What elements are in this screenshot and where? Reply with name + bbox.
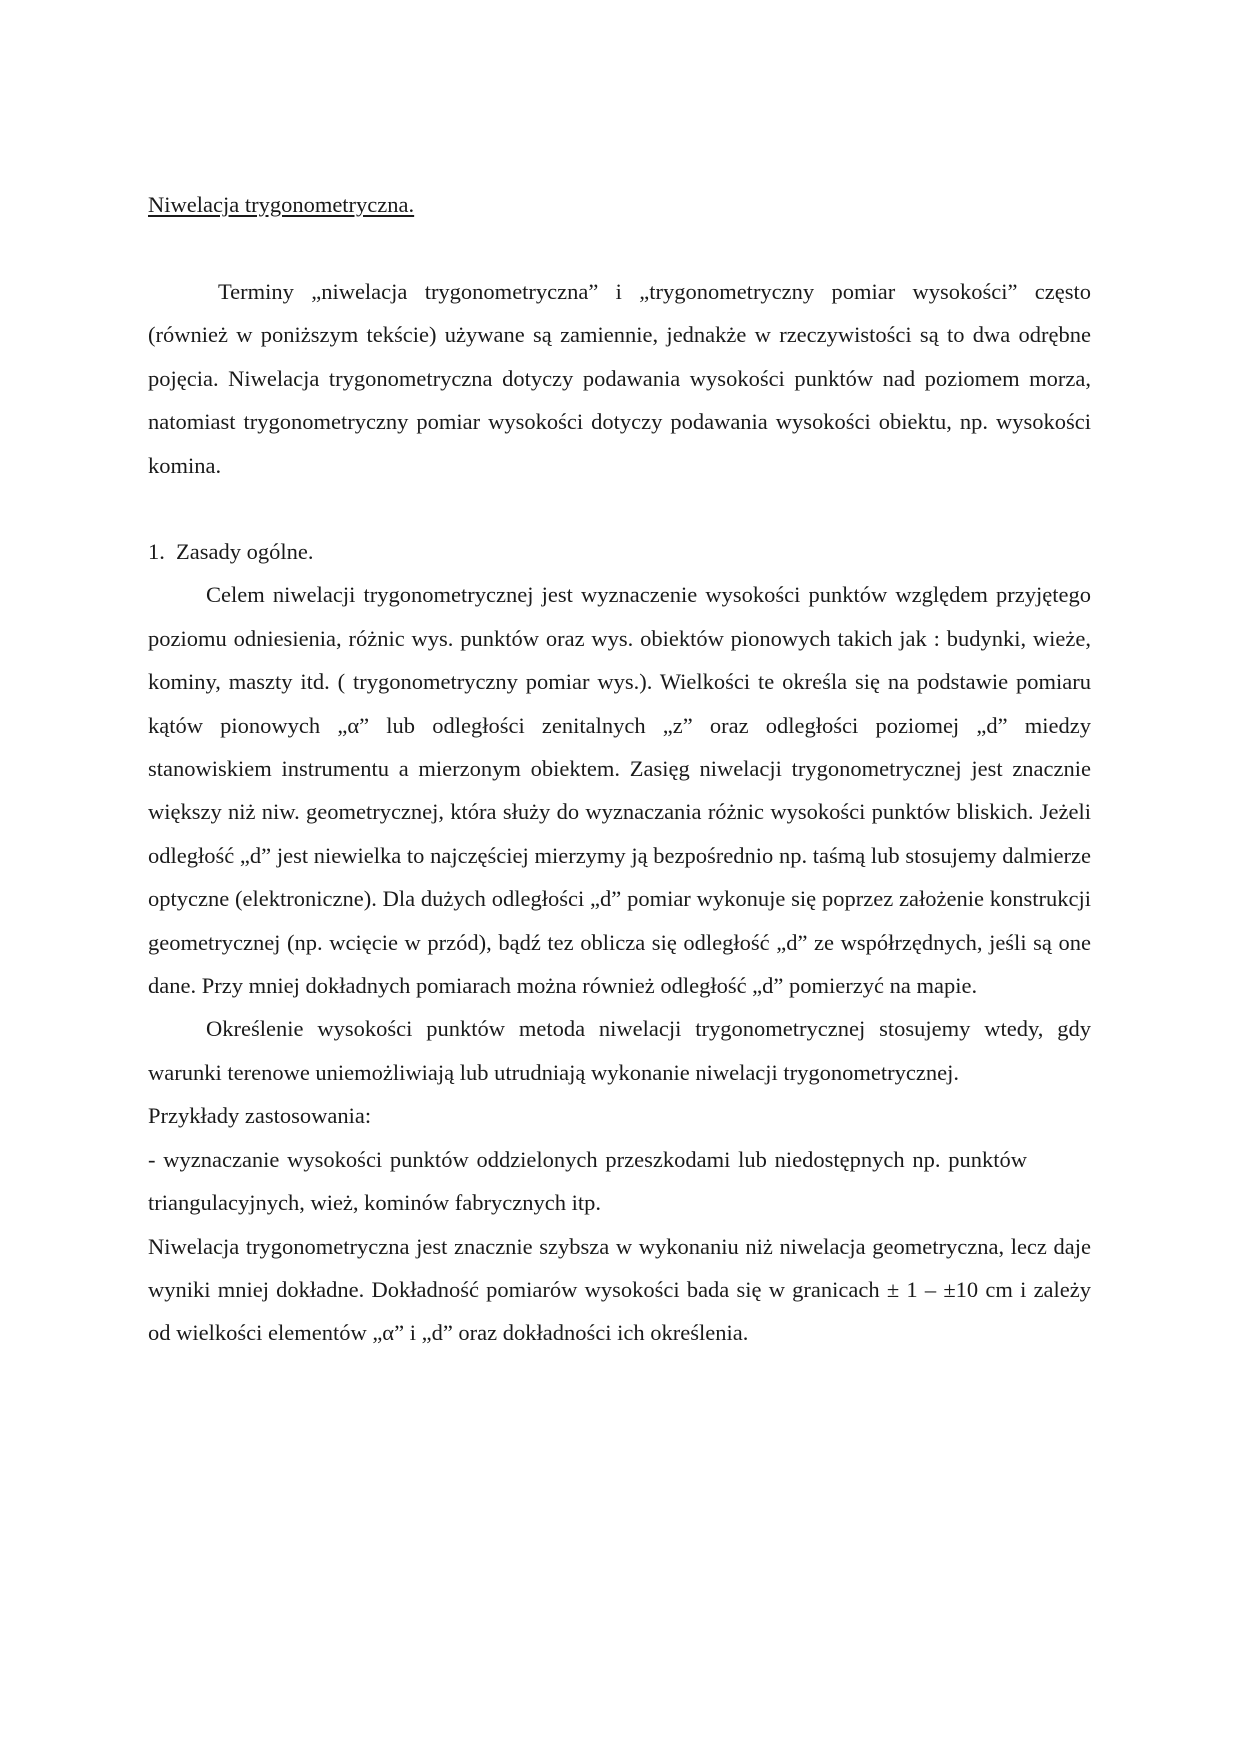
section-general-principles <box>148 530 1091 1355</box>
intro-block <box>148 270 1091 487</box>
paragraph-accuracy-end: i zależy od wielkości elementów „α” i „d” oraz dokładności ich określenia. <box>148 1276 1092 1346</box>
section-number: 1. <box>148 539 165 564</box>
examples-label: Przykłady zastosowania: <box>148 1103 372 1129</box>
section-title: Zasady ogólne. <box>176 539 314 564</box>
paragraph-accuracy-text: Niwelacja trygonometryczna jest znacznie szybsza w wykonaniu niż niwelacja geometryczna, lecz daje wyniki mniej dokładne. Dokładność pomiarów wysokości bada się w granicach <box>148 1233 1091 1302</box>
intro-paragraph: Terminy „niwelacja trygonometryczna” i „trygonometryczny pomiar wysokości” często (również w poniższym tekście) używane są zamiennie, jednakże w rzeczywistości są to dwa odrębne pojęcia. Niwelacja trygonometryczna dotyczy podawania wysokości punktów nad poziomem morza, natomiast trygonometryczny pomiar wysokości dotyczy podawania wysokości obiektu, np. wysokości komina. <box>148 279 1091 478</box>
example-item-start: - wyznaczanie wysokości punktów oddzielonych przeszkodami lub niedostępnych np. punktów <box>148 1146 1027 1172</box>
accuracy-range: ± 1 – ±10 cm <box>886 1276 1013 1302</box>
example-item <box>148 1138 1091 1225</box>
paragraph-purpose: Celem niwelacji trygonometrycznej jest wyznaczenie wysokości punktów względem przyjętego poziomu odniesienia, różnic wys. punktów oraz wys. obiektów pionowych takich jak : budynki, wieże, kominy, maszty itd. ( trygonometryczny pomiar wys.). Wielkości te określa się na podstawie pomiaru kątów pionowych „α” lub odległości zenitalnych „z” oraz odległości poziomej „d” miedzy stanowiskiem instrumentu a mierzonym obiektem. Zasięg niwelacji trygonometrycznej jest znacznie większy niż niw. geometrycznej, która służy do wyznaczania różnic wysokości punktów bliskich. Jeżeli odległość „d” jest niewielka to najczęściej mierzymy ją bezpośrednio np. taśmą lub stosujemy dalmierze optyczne (elektroniczne). Dla dużych odległości „d” pomiar wykonuje się poprzez założenie konstrukcji geometrycznej (np. wcięcie w przód), bądź tez oblicza się odległość „d” ze współrzędnych, jeśli są one dane. Przy mniej dokładnych pomiarach można również odległość „d” pomierzyć na mapie. <box>148 582 1091 999</box>
section-heading <box>148 530 1091 573</box>
document-title: Niwelacja trygonometryczna. <box>148 192 415 217</box>
paragraph-accuracy <box>148 1225 1091 1355</box>
paragraph-usage: Określenie wysokości punktów metoda niwelacji trygonometrycznej stosujemy wtedy, gdy warunki terenowe uniemożliwiają lub utrudniają wykonanie niwelacji trygonometrycznej. <box>148 1016 1091 1085</box>
example-item-end: triangulacyjnych, wież, kominów fabrycznych itp. <box>148 1190 601 1216</box>
